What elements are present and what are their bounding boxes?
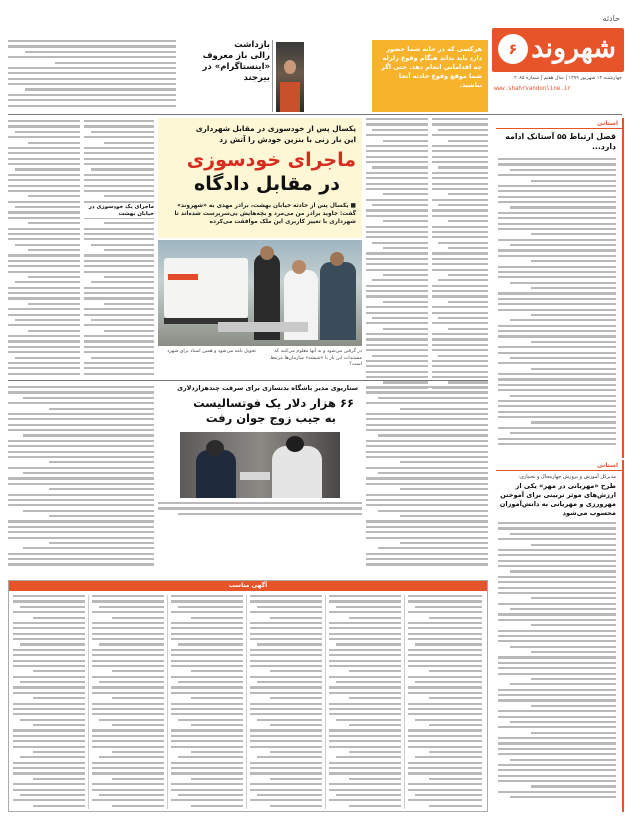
center-col-text-2 bbox=[432, 118, 488, 398]
right-col2-subhead: مدیرکل آموزش و پرورش چهارمحال و بختیاری: bbox=[518, 474, 616, 480]
ads-title: آگهی مناسب bbox=[228, 582, 268, 589]
theft-kicker: سناریوی مدیر باشگاه بدنسازی برای سرقت چندهزاردلاری bbox=[177, 384, 358, 392]
ads-section bbox=[8, 580, 488, 812]
masthead-bottom-rule bbox=[8, 114, 622, 115]
theft-headline-1: ۶۶ هزار دلار یک فوتسالیست bbox=[193, 396, 354, 410]
ads-col-4 bbox=[250, 595, 322, 809]
main-kicker-2: این بار زنی با بنزین خودش را آتش زد bbox=[219, 135, 356, 144]
website[interactable]: www.shahrvandonline.ir bbox=[494, 86, 571, 92]
main-photo bbox=[158, 240, 362, 346]
left-col-text-2 bbox=[84, 120, 154, 380]
page-number-badge: ۶ bbox=[498, 34, 528, 64]
top-left-text bbox=[8, 40, 176, 110]
right-col-text bbox=[498, 158, 616, 452]
right-col2-headline: طرح «مهربانی در مهر» یکی از ارزش‌های موثر تربیتی برای آموختن مهرورزی و مهربانی به دانش‌آموزان محسوب می‌شود bbox=[499, 482, 616, 517]
top-brief-photo bbox=[276, 42, 304, 112]
main-kicker-1: یکسال پس از خودسوزی در مقابل شهرداری bbox=[195, 124, 356, 133]
main-caption-left: تحویل نامه می‌شود و همین اسناد برای شهرد bbox=[167, 349, 256, 354]
right-column-2 bbox=[494, 460, 624, 812]
ads-col-5 bbox=[329, 595, 401, 809]
date-line: چهارشنبه ۱۲ شهریور ۱۳۹۹ | سال هفتم | شماره ۲۰۸۵ bbox=[514, 76, 622, 81]
masthead bbox=[0, 0, 630, 116]
ads-col-2 bbox=[92, 595, 164, 809]
teaser-text: هرکسی که در خانه شما حضور دارد باید بداند هنگام وقوع زلزله چه اقداماتی انجام دهد. حتی اگر شما موقع وقوع حادثه آنجا نباشید. bbox=[381, 45, 482, 89]
top-brief bbox=[180, 40, 270, 112]
right-col-headline: قصل ارتباط ۵۵ آستانک ادامه دارد... bbox=[505, 132, 616, 151]
main-headline-2: در مقابل دادگاه bbox=[194, 173, 340, 195]
center-col-text-1 bbox=[366, 118, 428, 398]
main-headline-1: ماجرای خودسوزی bbox=[186, 149, 356, 171]
right-column bbox=[494, 118, 624, 458]
ads-col-3 bbox=[171, 595, 243, 809]
theft-story bbox=[158, 384, 362, 576]
ads-header bbox=[9, 581, 487, 591]
top-brief-divider bbox=[272, 40, 273, 112]
theft-left-text bbox=[8, 386, 154, 574]
ads-col-1 bbox=[13, 595, 85, 809]
main-story bbox=[158, 118, 362, 378]
top-brief-title-3: «اینستاگرام» در bbox=[202, 62, 270, 72]
ads-col-6 bbox=[408, 595, 482, 809]
top-brief-title-4: بیرجند bbox=[243, 73, 270, 83]
theft-right-text-1 bbox=[366, 386, 488, 574]
brand-logo: شهروند bbox=[531, 33, 616, 64]
ambulance-shape bbox=[164, 258, 248, 318]
teaser-box[interactable] bbox=[372, 40, 488, 112]
theft-photo bbox=[180, 432, 340, 498]
left-col-text-1 bbox=[8, 120, 80, 380]
right-col-label: استانی bbox=[597, 120, 618, 127]
theft-caption bbox=[158, 502, 362, 520]
right-col2-label: استانی bbox=[597, 462, 618, 469]
top-brief-title-2: رالی باز معروف bbox=[202, 51, 270, 61]
brand-block bbox=[492, 14, 624, 112]
main-caption-right: در گرفتن می‌شود و به آنها معلوم می‌کنند که مستندات این بار با «شیشه» سازمان‌ها مرتبط است؟ bbox=[270, 349, 362, 368]
section-label: حادثه bbox=[602, 14, 620, 23]
main-lead: ■ یکسال پس از حادثه خیابان بهشت، برادر مهدی به «شهروند» گفت: جاوید برادر من می‌مرد و بچه‌هایش بی‌سرپرست شده‌اند تا شهرداری با تغییر کاربری این ملک موافقت می‌کرده bbox=[174, 203, 356, 225]
theft-headline-2: به جیب زوج جوان رفت bbox=[205, 411, 336, 425]
mid-rule bbox=[8, 380, 488, 381]
right-col2-text bbox=[498, 522, 616, 806]
top-brief-title-1: بازداشت bbox=[234, 40, 270, 50]
subhead-center: ماجرای یک خودسوزی در خیابان بهشت bbox=[84, 204, 154, 218]
